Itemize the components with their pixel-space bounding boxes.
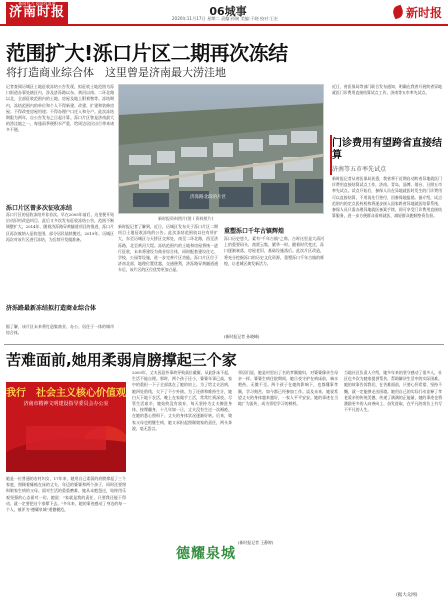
article-column-2: 新时报记者了解到，近日，历城区发布关于泺口片区二期项目土地征收冻结的公告。此次冻结范围较以往有所扩大，东至历城区与天桥区交界处，南至二环北路，西至济泺路，北至黄河大堤。冻结范围内的土地和房屋将统一进行征收，未来将建设为商业综合体，同时配套建设住宅、学校、公园等设施，进一步完善片区功能。泺口片区位于济南北部，地理位置优越，交通便利，济泺路穿黄隧道通车后，该片区的区位优势更加凸显。 — [118, 224, 218, 273]
right-brand-text: 新时报 — [405, 6, 442, 20]
photo-caption: 新时报资料图片(图 / 资料照片) — [158, 216, 214, 221]
section-head-2: 济泺路最新冻结拟打造商业综合体 — [6, 305, 97, 312]
paper-logo — [6, 2, 68, 24]
page-section-label: 06城事 — [209, 5, 247, 18]
section-head-1: 泺口片区曾多次征收冻结 — [6, 205, 73, 212]
section-divider — [4, 344, 444, 345]
bottom-column-1: 她是一位普通的农村妇女，17年来，她用自己柔弱的肩膀撑起了三个家庭，照顾着瘫痪在床的丈夫、年迈的婆婆和两个孩子，同时还要照料娘家生病的父母。面对生活的重重磨难，她从未抱怨过，始终用乐观坚强的心态面对一切。她说："家就是我的责任，只要我还能干得动，就一定要把这个家撑下去。"多年来，她的事迹感动了身边的每一个人，被评为"德耀泉城"道德模范。 — [6, 476, 126, 513]
sidebox-title: 门诊费用有望跨省直接结算 — [332, 138, 442, 161]
paper-name: 济南时报 — [8, 5, 65, 20]
main-subheadline: 将打造商业综合体 这里曾是济南最大涝洼地 — [6, 66, 226, 79]
paper-tagline: 新闻有力 阅读有温度 — [18, 1, 56, 6]
bottom-column-3: 邻居们说，她是村里出了名的孝顺媳妇，对婆婆像亲生母亲一样。婆婆生病住院期间，她日夜守护在病床前，端水喂药，无微不至。两个孩子在她的影响下，也都懂事孝顺，学习刻苦，如今都已经参加工作。谈及未来，她说希望丈夫的身体越来越好，一家人平平安安。她的事迹在当地广为流传，成为邻里学习的榜样。 — [238, 370, 338, 407]
article-column-3: 泺口历史悠久，素有"千年古镇"之称。古时这里是大清河上的重要码头，商贾云集，繁华一时。随着时代变迁，泺口逐渐衰落，房屋老旧，基础设施落后。此次片区改造，将充分挖掘泺口的历史文化资源，重塑泺口千年古镇的辉煌，让老城区焕发新活力。 — [224, 236, 324, 266]
article-column-1b: 泺口片区的征收冻结并非首次。早在2005年前后，这里便开始启动旧村改造项目，此后又多次发布征收冻结公告，范围不断调整扩大。2014年，随着济泺路穿黄隧道项目的推进，泺口片区再次被纳入征收范围，部分居民陆续搬迁。2019年，历城区再次对该片区进行冻结，为后续开发做准备。 — [6, 212, 114, 242]
section-head-3: 重塑泺口千年古镇辉煌 — [224, 228, 285, 235]
article-column-1: 记者查阅历城区土地征收冻结公告发现，拟征收土地范围为泺口街道办事处辖区内，涉及济泺路以东、黄河以南、二环北路以北，全部征收范围内的土地、房屋及地上附着物等。冻结期内，冻结范围内的单位和个人不得新建、改建、扩建和装修房屋；不得改变房屋用途；不得办理户口迁入和分户。此次冻结期限为两年，自公告发布之日起计算。泺口片区曾是济南最大的涝洼地之一，每逢雨季便积水严重，给周边居民出行带来诸多不便。 — [6, 84, 114, 133]
banner-headline: 我行 社会主义核心价值观 — [6, 388, 126, 399]
masthead — [0, 0, 448, 26]
bottom-column-4: 当地社区负责人介绍，她多年来的坚守感动了很多人，社区也多次为她家提供帮扶，帮助解决生活中的实际困难。她的故事告诉我们，在苦难面前，只要心怀希望、坚持不懈，就一定能够走出困境。她用自己的实际行动诠释了孝老爱亲的传统美德，传递了满满的正能量，她的事迹也将激励更多的人向善向上、奋发进取，在平凡的岗位上书写不平凡的人生。 — [344, 370, 442, 413]
sidebox-subtitle: 济南等五市率先试点 — [332, 166, 387, 173]
photo-inner-caption: 济泺路北段的片区 — [190, 195, 226, 200]
date-line: 2020年11月17日 星期二 责编:孙婉 美编:于晓 校对:王宏 — [171, 16, 279, 21]
bottom-headline: 苦难面前,她用柔弱肩膀撑起三个家 — [6, 351, 237, 369]
bottom-column-2: 2003年，丈夫因意外事故导致高位截瘫，从此卧床不起，生活不能自理。那时，两个孩子还小，婆婆年事已高，家中的重担一下子全部落在了她的肩上。为了给丈夫治病，她四处借钱，欠下了不少外债。为了还债和维持生计，她白天下地干农活，晚上在家做手工活，常常忙到深夜。尽管生活艰辛，她始终没有放弃，每天坚持为丈夫擦洗身体、按摩翻身，十几年如一日，丈夫没有生过一次褥疮。在她的悉心照料下，丈夫的身体状况逐渐好转。后来，娘家父母也相继生病，她又承担起照顾娘家的责任，两头奔波，毫无怨言。 — [132, 370, 232, 431]
right-brand-logo — [376, 4, 442, 24]
banner-subline: 济南市精神文明建设指导委员会办公室 — [23, 401, 109, 407]
source-credit: (据大众网) — [396, 593, 418, 598]
sidebox-body: 新时报记者从省医保局获悉，我省将于近期启动跨省异地就医门诊费用直接结算试点工作，济南、青岛、淄博、烟台、日照五市率先试点。试点开始后，参保人员在异地就医时发生的门诊费用可以直接结算，不用再先行垫付、回参保地报销。据介绍，试点范围内的定点医药机构将逐步接入国家跨省异地就医结算系统，参保人员只需办理异地就医备案手续，即可享受门诊费用直接结算服务，进一步方便群众看病就医，减轻群众跑腿垫资负担。 — [332, 176, 442, 219]
byline-2: (新时报记者 王静婷) — [238, 540, 274, 545]
article-column-1c: 据了解，该片区未来将打造集商业、办公、居住于一体的城市综合体。 — [6, 324, 114, 336]
flame-icon — [391, 5, 405, 20]
sidebox-intro: 近日，省医保局等部门联合发布通知，明确在我省开展跨省异地就医门诊费用直接结算试点工作，济南等五市率先试点。 — [332, 84, 442, 96]
brand-logo: 德耀泉城 — [176, 546, 236, 562]
main-headline: 范围扩大!泺口片区二期再次冻结 — [6, 41, 288, 65]
byline-1: (新时报记者 孙晓峰) — [224, 334, 260, 339]
